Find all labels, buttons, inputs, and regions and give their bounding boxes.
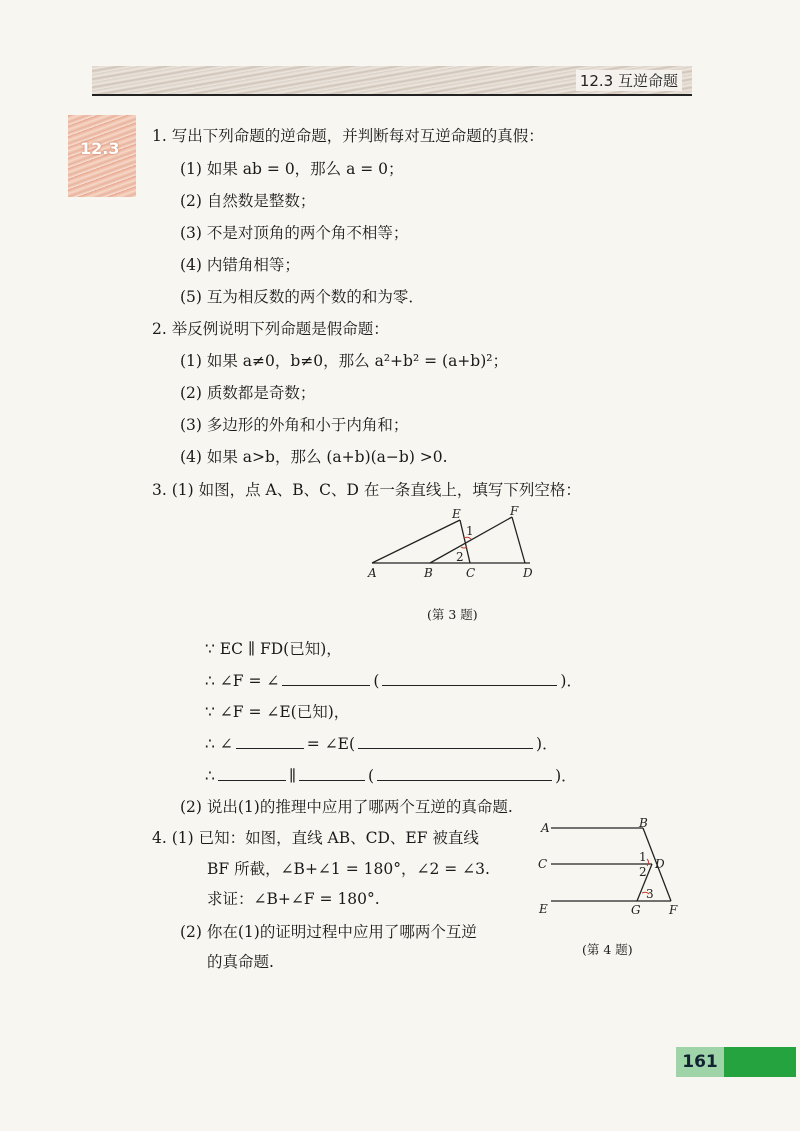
figure-q3-caption: (第 3 题) [427, 607, 478, 622]
q4-line-3: 求证：∠B+∠F = 180°. [207, 890, 380, 908]
q4-line-2: BF 所截，∠B+∠1 = 180°，∠2 = ∠3. [207, 860, 490, 878]
q2-item-3: (3) 多边形的外角和小于内角和； [180, 416, 409, 434]
section-title: 12.3 互逆命题 [576, 70, 682, 91]
blank[interactable] [358, 747, 533, 749]
section-tag [68, 115, 136, 197]
figure-q4 [535, 818, 690, 918]
fig4-label-A: A [541, 821, 550, 835]
blank[interactable] [377, 779, 552, 781]
q4-line-1: 4. (1) 已知：如图，直线 AB、CD、EF 被直线 [152, 829, 479, 847]
fig3-label-C: C [466, 566, 476, 580]
fig4-label-F: F [669, 903, 678, 917]
q2-item-2: (2) 质数都是奇数； [180, 384, 316, 402]
fig4-label-G: G [631, 903, 641, 917]
fig3-label-E: E [452, 507, 461, 521]
fig3-label-D: D [523, 566, 533, 580]
q2-item-4: (4) 如果 a>b，那么 (a+b)(a−b) >0. [180, 448, 448, 466]
blank[interactable] [282, 684, 370, 686]
q3-proof-line-1: ∵ EC ∥ FD(已知)， [205, 640, 342, 658]
q1-item-3: (3) 不是对顶角的两个角不相等； [180, 224, 409, 242]
blank[interactable] [218, 779, 286, 781]
fig4-angle-3: 3 [646, 887, 654, 901]
fig4-angle-1: 1 [639, 850, 647, 864]
fig4-label-B: B [639, 818, 648, 830]
header-band [92, 66, 692, 96]
q3-proof-line-5: ∴ ∥ ( )． [205, 767, 577, 785]
fig3-label-F: F [510, 505, 519, 518]
figure-q3 [360, 505, 550, 585]
page-number: 161 [676, 1047, 724, 1077]
q1-item-5: (5) 互为相反数的两个数的和为零． [180, 288, 424, 306]
fig4-label-D: D [655, 857, 665, 871]
q4-line-5: 的真命题. [207, 953, 274, 971]
fig4-label-C: C [538, 857, 548, 871]
q3-proof-line-4: ∴ ∠ = ∠E( )． [205, 735, 558, 753]
q2-item-1: (1) 如果 a≠0，b≠0，那么 a²+b² = (a+b)²； [180, 352, 508, 370]
q4-line-4: (2) 你在(1)的证明过程中应用了哪两个互逆 [180, 923, 477, 941]
fig3-angle-1: 1 [466, 524, 474, 538]
fig4-angle-2: 2 [639, 865, 647, 879]
q2-stem: 2. 举反例说明下列命题是假命题： [152, 320, 389, 338]
q1-item-4: (4) 内错角相等； [180, 256, 300, 274]
fig4-label-E: E [539, 902, 548, 916]
q1-item-2: (2) 自然数是整数； [180, 192, 316, 210]
q3-stem: 3. (1) 如图，点 A、B、C、D 在一条直线上，填写下列空格： [152, 481, 581, 499]
blank[interactable] [236, 747, 304, 749]
q1-stem: 1. 写出下列命题的逆命题，并判断每对互逆命题的真假： [152, 127, 544, 145]
section-tag-label: 12.3 [80, 139, 120, 158]
q3-sub-2: (2) 说出(1)的推理中应用了哪两个互逆的真命题. [180, 798, 513, 816]
fig3-label-B: B [424, 566, 433, 580]
q3-proof-line-3: ∵ ∠F = ∠E(已知)， [205, 703, 350, 721]
figure-q4-caption: (第 4 题) [582, 942, 633, 957]
blank[interactable] [299, 779, 365, 781]
fig3-label-A: A [368, 566, 377, 580]
page-number-tab [676, 1047, 796, 1077]
fig3-angle-2: 2 [456, 550, 464, 564]
q3-proof-line-2: ∴ ∠F = ∠ ( )． [205, 672, 582, 690]
blank[interactable] [382, 684, 557, 686]
q1-item-1: (1) 如果 ab = 0，那么 a = 0； [180, 160, 404, 178]
